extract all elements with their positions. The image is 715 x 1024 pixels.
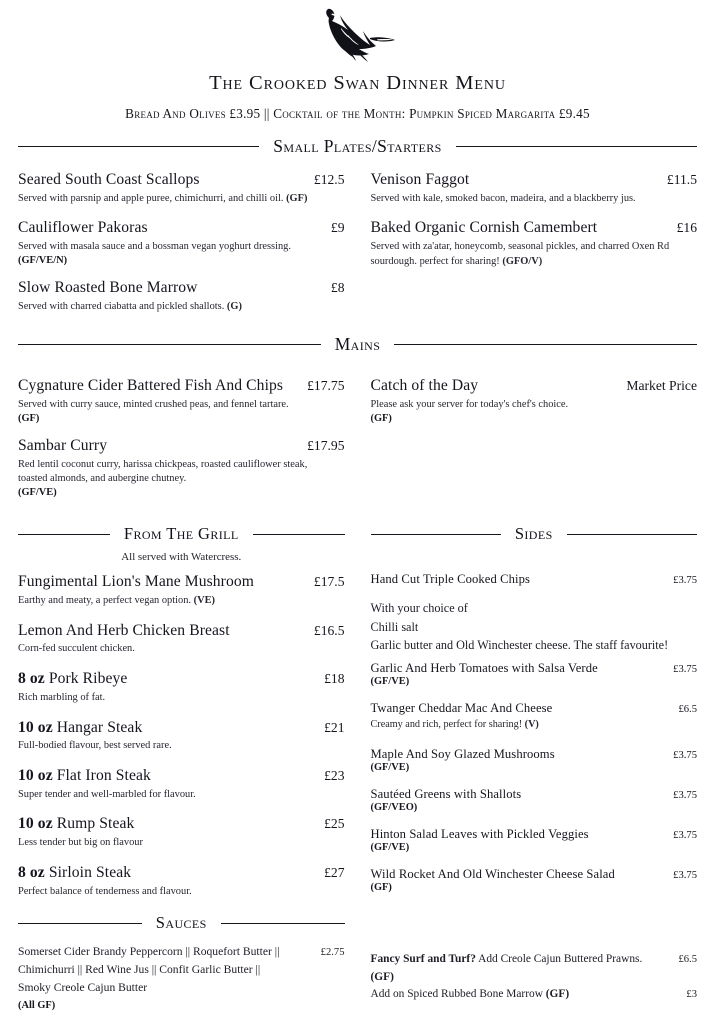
item-head [371,572,698,587]
mains-left-column [18,363,345,498]
dietary-tag: (V) [524,719,539,731]
dietary-tag: (GF/VEO) [370,801,418,813]
menu-item[interactable] [18,622,345,657]
item-head [371,867,698,882]
item-weight: 10 oz [18,766,53,784]
dietary-tag: (GF) [370,882,392,893]
item-head [18,377,345,396]
item-description: Served with charred ciabatta and pickled shallots. (G) [18,300,242,312]
item-head [371,747,698,762]
item-price: £17.5 [313,574,345,590]
item-head [371,701,698,716]
specials-line: Bread And Olives £3.95 || Cocktail of the Month: Pumpkin Spiced Margarita £9.45 [125,106,590,121]
choice-option[interactable]: Garlic butter and Old Winchester cheese. The staff favourite! [370,638,669,653]
menu-item[interactable] [18,377,345,423]
item-name: Venison Faggot [370,171,470,188]
item-price: £17.75 [307,378,345,394]
starters-columns [18,157,697,314]
menu-item[interactable] [18,573,345,608]
item-price: £23 [324,767,345,783]
item-price: £18 [324,671,345,687]
sauce-line: Chimichurri || Red Wine Jus || Confit Garlic Butter || [18,963,261,977]
item-name: Cauliflower Pakoras [18,219,148,237]
item-name [18,670,127,689]
item-weight: 10 oz [18,815,53,833]
menu-item[interactable] [371,701,698,733]
item-name [18,864,131,883]
item-head [371,787,698,802]
section-header-starters [18,136,697,157]
item-name: Catch of the Day [370,377,479,395]
item-name-text: Pork Ribeye [48,670,128,688]
item-description: Less tender but big on flavour [18,837,143,849]
dietary-tag: (GF) [370,970,394,983]
item-name: Hand Cut Triple Cooked Chips [370,572,531,587]
item-price: £3.75 [673,663,697,675]
section-title-starters: Small Plates/Starters [273,136,442,156]
sauces-addons-columns [18,913,697,1013]
menu-item[interactable] [371,867,698,893]
divider-rule-right [221,923,345,924]
item-description: Corn-fed succulent chicken. [18,643,135,655]
dietary-tag: (GF/VE) [370,761,410,773]
sauces-column [18,913,345,1013]
item-description: Earthy and meaty, a perfect vegan option. (VE) [18,594,215,606]
item-head [18,622,345,641]
section-header-grill [18,524,345,544]
dietary-tag: (GF) [545,987,570,1000]
section-title-mains: Mains [334,334,381,355]
item-description: Served with za'atar, honeycomb, seasonal pickles, and charred Oxen Rd sourdough. perfect for sharing! (GFO/V) [370,241,670,267]
flying-swan-logo [315,4,401,66]
addon-body: Add Creole Cajun Buttered Prawns. [475,953,643,966]
item-head [371,171,698,190]
item-description: Served with masala sauce and a bossman vegan yoghurt dressing. [18,241,291,253]
menu-item[interactable] [371,572,698,587]
item-name: Maple And Soy Glazed Mushrooms [370,746,555,761]
item-name: Fungimental Lion's Mane Mushroom [18,573,255,591]
menu-item[interactable] [18,767,345,802]
item-description: Super tender and well-marbled for flavour. [18,788,196,800]
item-weight: 8 oz [18,863,45,881]
choice-intro: With your choice of [370,601,468,616]
divider-rule-left [18,923,142,924]
item-head [18,279,345,298]
item-name: Sambar Curry [18,436,108,454]
divider-rule-left [18,146,259,147]
item-price: £3.75 [673,829,697,841]
item-head [18,171,345,190]
item-price: £27 [324,864,345,880]
menu-item[interactable] [371,747,698,773]
divider-rule-right [456,146,697,147]
menu-item[interactable] [18,719,345,754]
item-price: £3.75 [673,789,697,801]
menu-item[interactable] [18,171,345,206]
item-name [18,719,142,738]
item-name: Cygnature Cider Battered Fish And Chips [18,377,284,395]
item-head [18,815,345,834]
item-name: Wild Rocket And Old Winchester Cheese Salad [370,866,615,881]
item-head [18,670,345,689]
addon-text [371,951,669,985]
item-description: Red lentil coconut curry, harissa chickpeas, roasted cauliflower steak, toasted almonds, and aubergine chutney. [18,458,308,485]
item-head [371,219,698,238]
item-head [18,719,345,738]
dietary-tag: (GF) [370,412,392,424]
item-description: Perfect balance of tenderness and flavour. [18,885,192,897]
item-price: £11.5 [666,172,697,187]
menu-item[interactable] [371,171,698,206]
page-title: The Crooked Swan Dinner Menu [209,72,506,94]
divider-rule-right [253,534,345,535]
menu-item[interactable] [371,377,698,423]
menu-item[interactable] [18,219,345,265]
item-price: £9 [330,220,345,236]
item-price: £8 [330,279,345,295]
item-name-text: Hangar Steak [56,718,143,736]
item-name: Seared South Coast Scallops [18,171,200,188]
section-header-mains [18,334,697,355]
divider-rule-right [567,534,697,535]
item-name-text: Flat Iron Steak [56,766,151,784]
addons-column [371,913,698,1002]
addon-price: £3 [686,988,697,1000]
starters-left-column [18,157,345,314]
item-description: Served with parsnip and apple puree, chimichurri, and chilli oil. (GF) [18,192,308,204]
item-head [371,377,698,396]
sauce-line: Somerset Cider Brandy Peppercorn || Roquefort Butter || [18,945,280,959]
sauce-price: £2.75 [320,947,345,959]
addon-highlight: Fancy Surf and Turf? [370,953,476,966]
item-weight: 8 oz [18,670,45,688]
item-head [371,827,698,842]
divider-rule-left [371,534,501,535]
item-price: £3.75 [673,749,697,761]
dietary-tag: (GF) [286,192,308,204]
item-name: Sautéed Greens with Shallots [370,786,522,801]
sides-column [371,524,698,893]
item-price: £12.5 [313,172,345,187]
chips-choice-block [371,599,698,655]
item-price: £3.75 [673,575,697,587]
item-price: £25 [324,816,345,832]
item-price: Market Price [626,378,697,394]
menu-item[interactable] [371,219,698,269]
item-name-text: Sirloin Steak [48,863,132,881]
divider-rule-right [394,344,697,345]
grill-column [18,524,345,899]
addon-row[interactable] [371,951,698,985]
sauce-line: Smoky Creole Cajun Butter [18,980,148,994]
dietary-tag: (VE) [193,594,215,606]
menu-item[interactable] [18,279,345,314]
item-name [18,815,134,834]
item-description: Served with curry sauce, minted crushed peas, and fennel tartare. [18,399,289,411]
item-head [18,219,345,238]
item-price: £16.5 [313,622,345,638]
item-price: £6.5 [678,703,697,715]
mains-right-column [371,363,698,423]
item-price: £17.95 [307,437,345,453]
item-head [371,661,698,676]
choice-option[interactable]: Chilli salt [370,619,419,634]
item-description: Please ask your server for today's chef's choice. [370,399,569,411]
divider-rule-left [18,534,110,535]
dietary-tag: (GF/VE) [370,841,410,853]
item-name [18,767,151,786]
dietary-tag: (GF/VE/N) [18,254,68,266]
addon-body: Add on Spiced Rubbed Bone Marrow [370,987,546,1000]
addon-row[interactable] [371,986,698,1003]
item-name: Baked Organic Cornish Camembert [370,219,598,237]
dietary-tag: (GFO/V) [502,255,543,267]
item-weight: 10 oz [18,718,53,736]
dietary-tag: (GF/VE) [18,487,57,499]
menu-item[interactable] [18,815,345,850]
item-name: Garlic And Herb Tomatoes with Salsa Verde [370,660,598,675]
item-head [18,767,345,786]
item-description: Rich marbling of fat. [18,691,106,703]
item-name: Hinton Salad Leaves with Pickled Veggies [370,826,589,841]
addon-price: £6.5 [678,954,697,966]
item-head [18,864,345,883]
item-price: £21 [324,719,345,735]
menu-item[interactable] [18,670,345,705]
mains-columns [18,363,697,498]
item-description: Creamy and rich, perfect for sharing! (V) [370,719,539,731]
section-header-sauces [18,913,345,933]
sauce-row [18,943,345,961]
item-description: Served with kale, smoked bacon, madeira, and a blackberry jus. [370,192,636,204]
item-name: Twanger Cheddar Mac And Cheese [370,700,553,715]
item-name: Slow Roasted Bone Marrow [18,278,198,296]
section-header-sides [371,524,698,544]
item-name-text: Rump Steak [56,815,135,833]
item-price: £3.75 [673,869,697,881]
menu-item[interactable] [371,661,698,687]
section-title-grill: From The Grill [123,524,239,544]
item-description: Full-bodied flavour, best served rare. [18,740,172,752]
divider-rule-left [18,344,321,345]
item-head [18,573,345,592]
item-head [18,437,345,456]
addon-text [371,986,570,1003]
menu-header [0,0,715,122]
menu-item[interactable] [18,437,345,498]
dietary-tag: (All GF) [18,1000,56,1012]
section-title-sauces: Sauces [155,913,207,933]
starters-right-column [371,157,698,270]
menu-item[interactable] [18,864,345,899]
item-name: Lemon And Herb Chicken Breast [18,621,230,639]
dietary-tag: (GF) [18,412,40,424]
item-price: £16 [676,220,697,236]
grill-note: All served with Watercress. [121,551,242,564]
menu-item[interactable] [371,787,698,813]
section-title-sides: Sides [514,524,553,544]
menu-item[interactable] [371,827,698,853]
grill-sides-columns [18,524,697,899]
dietary-tag: (G) [226,300,242,312]
dietary-tag: (GF/VE) [370,675,410,687]
sauce-list [18,943,345,1013]
